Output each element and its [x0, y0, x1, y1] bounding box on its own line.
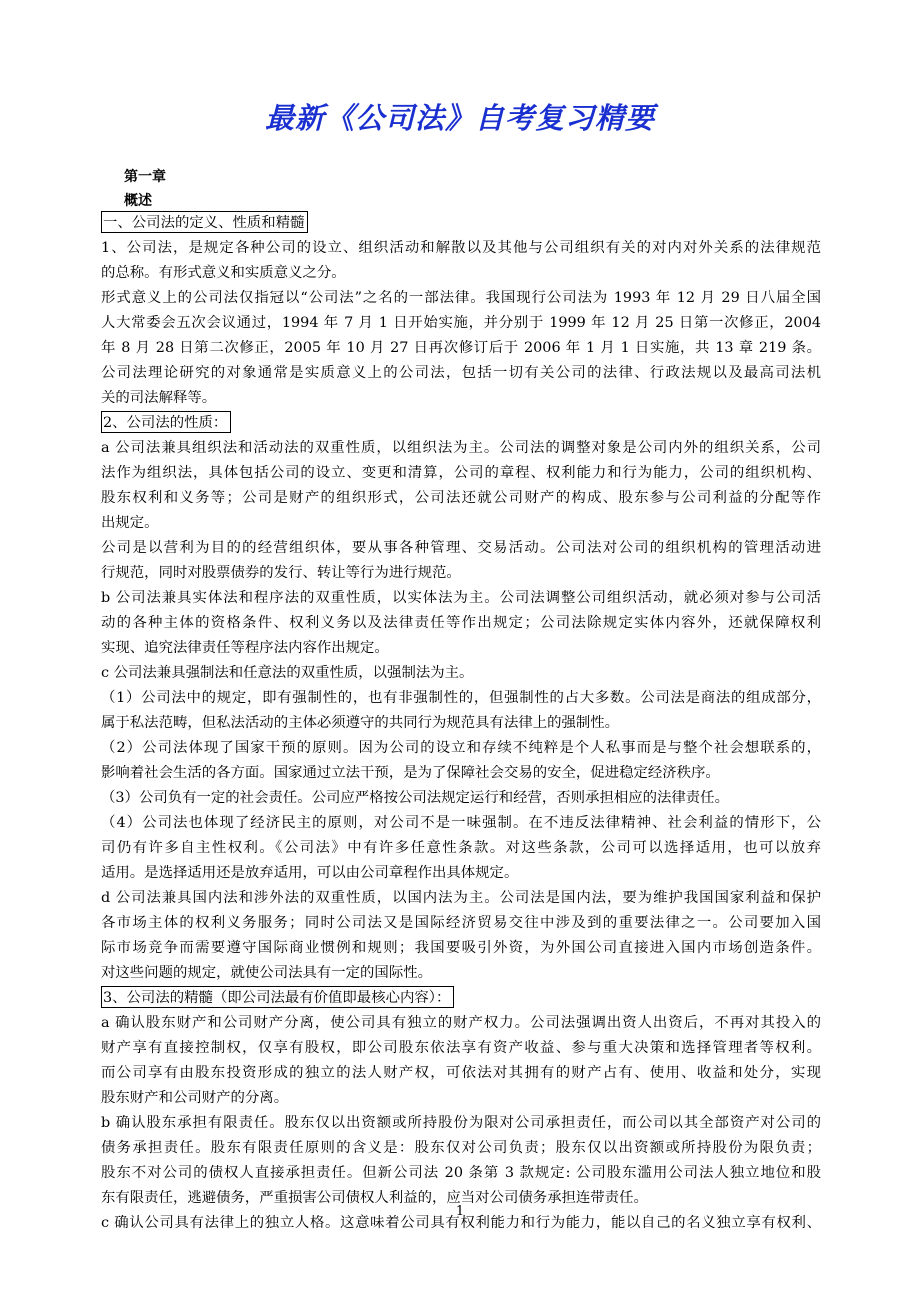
chapter-subtitle: 概述: [124, 193, 152, 209]
paragraph-line: 实现、追究法律责任等程序法内容作出规定。: [101, 640, 389, 656]
paragraph-line: 东有限责任，逃避债务，严重损害公司债权人利益的，应当对公司债务承担连带责任。: [101, 1190, 648, 1206]
paragraph-line: 对这些问题的规定，就使公司法具有一定的国际性。: [101, 965, 432, 981]
document-body: [101, 211, 821, 1236]
section-heading-row: [101, 986, 821, 1011]
paragraph-line: a 确认股东财产和公司财产分离，使公司具有独立的财产权力。公司法强调出资人出资后，不再对其投入的: [101, 1015, 821, 1031]
chapter-number: 第一章: [124, 169, 166, 185]
paragraph-line: 1、公司法，是规定各种公司的设立、组织活动和解散以及其他与公司组织有关的对内对外关系的法律规范: [101, 240, 821, 256]
paragraph-line: 适用。是选择适用还是放弃适用，可以由公司章程作出具体规定。: [101, 865, 519, 881]
paragraph-line: a 公司法兼具组织法和活动法的双重性质，以组织法为主。公司法的调整对象是公司内外的组织关系，公司: [101, 440, 821, 456]
paragraph-line: 际市场竞争而需要遵守国际商业惯例和规则；我国要吸引外资，为外国公司直接进入国内市场创造条件。: [101, 940, 821, 956]
paragraph-line: 财产享有直接控制权，仅享有股权，即公司股东依法享有资产收益、参与重大决策和选择管理者等权利。: [101, 1040, 821, 1056]
paragraph-line: （3）公司负有一定的社会责任。公司应严格按公司法规定运行和经营，否则承担相应的法律责任。: [101, 790, 729, 806]
paragraph-line: 各市场主体的权利义务服务；同时公司法又是国际经济贸易交往中涉及到的重要法律之一。公司要加入国: [101, 915, 821, 931]
paragraph-line: c 公司法兼具强制法和任意法的双重性质，以强制法为主。: [101, 665, 474, 681]
paragraph-line: 的总称。有形式意义和实质意义之分。: [101, 265, 346, 281]
paragraph-line: 人大常委会五次会议通过，1994 年 7 月 1 日开始实施，并分别于 1999 年 12 月 25 日第一次修正，2004: [101, 315, 821, 331]
paragraph-line: c 确认公司具有法律上的独立人格。这意味着公司具有权利能力和行为能力，能以自己的名义独立享有权利、: [101, 1215, 821, 1231]
paragraph-line: 年 8 月 28 日第二次修正，2005 年 10 月 27 日再次修订后于 2006 年 1 月 1 日实施，共 13 章 219 条。: [101, 340, 821, 356]
paragraph-line: 法作为组织法，具体包括公司的设立、变更和清算，公司的章程、权利能力和行为能力，公司的组织机构、: [101, 465, 821, 481]
section-heading-row: [101, 211, 821, 236]
paragraph-line: 公司是以营利为目的的经营组织体，要从事各种管理、交易活动。公司法对公司的组织机构的管理活动进: [101, 540, 821, 556]
paragraph-line: （2）公司法体现了国家干预的原则。因为公司的设立和存续不纯粹是个人私事而是与整个社会想联系的，: [101, 740, 821, 756]
section-heading-row: [101, 411, 821, 436]
section-heading: 2、公司法的性质：: [101, 411, 231, 433]
paragraph-line: 司仍有许多自主性权利。《公司法》中有许多任意性条款。对这些条款，公司可以选择适用，也可以放弃: [101, 840, 821, 856]
section-heading: 3、公司法的精髓（即公司法最有价值即最核心内容）：: [101, 986, 454, 1008]
paragraph-line: 而公司享有由股东投资形成的独立的法人财产权，可依法对其拥有的财产占有、使用、收益和处分，实现: [101, 1065, 821, 1081]
paragraph-line: 影响着社会生活的各方面。国家通过立法干预，是为了保障社会交易的安全，促进稳定经济秩序。: [101, 765, 720, 781]
paragraph-line: 行规范，同时对股票债券的发行、转让等行为进行规范。: [101, 565, 461, 581]
paragraph-line: （4）公司法也体现了经济民主的原则，对公司不是一味强制。在不违反法律精神、社会利益的情形下，公: [101, 815, 821, 831]
paragraph-line: d 公司法兼具国内法和涉外法的双重性质，以国内法为主。公司法是国内法，要为维护我国国家利益和保护: [101, 890, 821, 906]
document-title: 最新《公司法》自考复习精要: [264, 101, 655, 135]
section-heading: 一、公司法的定义、性质和精髓: [101, 211, 308, 233]
paragraph-line: （1）公司法中的规定，即有强制性的，也有非强制性的，但强制性的占大多数。公司法是商法的组成部分，: [101, 690, 821, 706]
paragraph-line: b 公司法兼具实体法和程序法的双重性质，以实体法为主。公司法调整公司组织活动，就必须对参与公司活: [101, 590, 821, 606]
paragraph-line: 公司法理论研究的对象通常是实质意义上的公司法，包括一切有关公司的法律、行政法规以及最高司法机: [101, 365, 821, 381]
paragraph-line: 属于私法范畴，但私法活动的主体必须遵守的共同行为规范具有法律上的强制性。: [101, 715, 620, 731]
paragraph-line: 股东权利和义务等；公司是财产的组织形式，公司法还就公司财产的构成、股东参与公司利益的分配等作: [101, 490, 821, 506]
paragraph-line: 关的司法解释等。: [101, 390, 217, 406]
paragraph-line: 出规定。: [101, 515, 159, 531]
page-number: 1: [455, 1204, 465, 1219]
paragraph-line: 形式意义上的公司法仅指冠以“公司法”之名的一部法律。我国现行公司法为 1993 年 12 月 29 日八届全国: [101, 290, 821, 306]
paragraph-line: b 确认股东承担有限责任。股东仅以出资额或所持股份为限对公司承担责任，而公司以其全部资产对公司的: [101, 1115, 821, 1131]
paragraph-line: 股东不对公司的债权人直接承担责任。但新公司法 20 条第 3 款规定: 公司股东滥用公司法人独立地位和股: [101, 1165, 821, 1181]
paragraph-line: 债务承担责任。股东有限责任原则的含义是：股东仅对公司负责；股东仅以出资额或所持股份为限负责；: [101, 1140, 821, 1156]
paragraph-line: 动的各种主体的资格条件、权利义务以及法律责任等作出规定；公司法除规定实体内容外，还就保障权利: [101, 615, 821, 631]
paragraph-line: 股东财产和公司财产的分离。: [101, 1090, 289, 1106]
